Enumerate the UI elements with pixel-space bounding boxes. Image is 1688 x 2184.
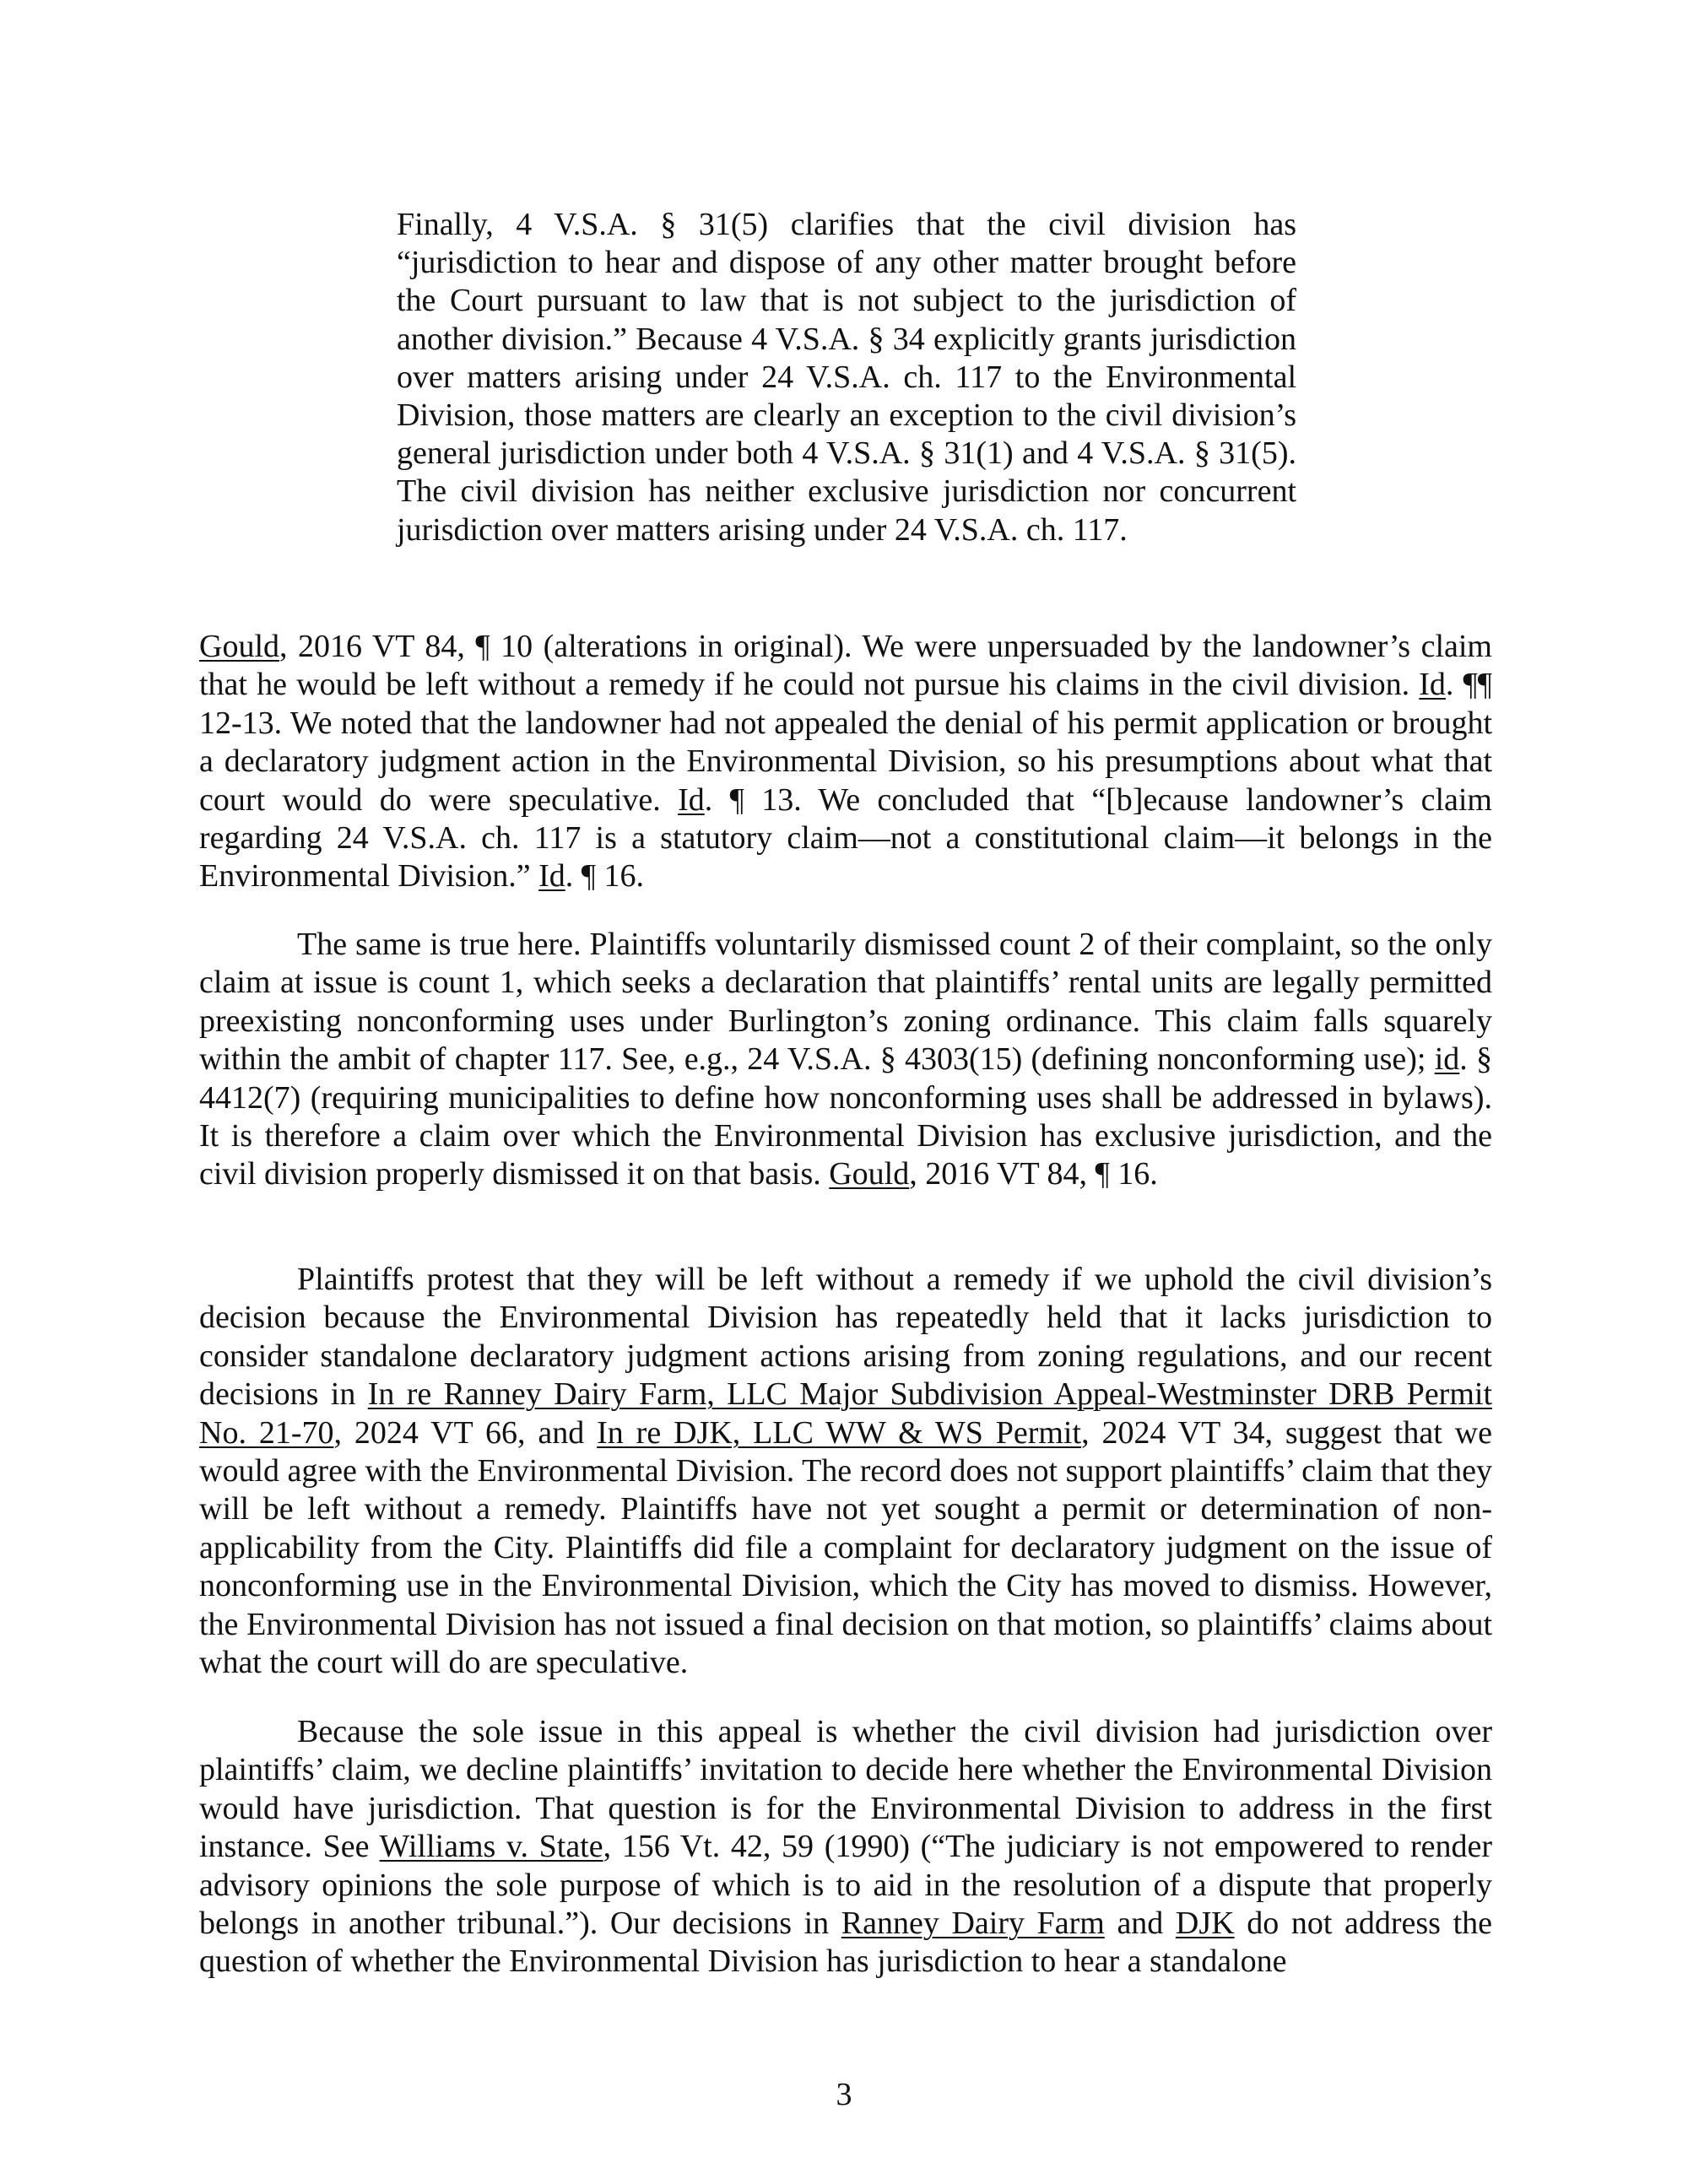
- page-number: 3: [836, 2077, 852, 2112]
- paragraph-plaintiffs-protest: [199, 1261, 1492, 1682]
- case-citation-williams: Williams v. State: [379, 1829, 603, 1865]
- paragraph-sole-issue: [199, 1713, 1492, 1981]
- paragraph-text: . ¶¶ 12-13. We noted that the landowner had not appealed the denial of his permit application or brought a declaratory judgment action in the Environmental Division, so his presumptions about what that court would do were speculative.: [199, 667, 1492, 818]
- paragraph-text: Plaintiffs protest that they will be left without a remedy if we uphold the civil division’s decision because the Environmental Division has repeatedly held that it lacks jurisdiction to consider standalone declaratory judgment actions arising from zoning regulations, and our recent decisions in: [199, 1262, 1492, 1413]
- case-citation-djk-short: DJK: [1175, 1906, 1235, 1942]
- block-quotation: [397, 206, 1296, 549]
- citation-id: Id: [1419, 667, 1446, 703]
- paragraph-text: and: [1104, 1906, 1176, 1942]
- paragraph-gould-summary: [199, 628, 1492, 896]
- citation-id: Id: [538, 858, 565, 895]
- paragraph-text: . § 4412(7) (requiring municipalities to define how nonconforming uses shall be addressed in bylaws). It is therefore a claim over which the Environmental Division has exclusive jurisdiction, and the civil division properly dismissed it on that basis.: [199, 1041, 1492, 1192]
- paragraph-text: . ¶ 13. We concluded that “[b]ecause landowner’s claim regarding 24 V.S.A. ch. 117 is a statutory claim—not a constitutional claim—it belongs in the Environmental Division.”: [199, 781, 1492, 895]
- paragraph-text: . ¶ 16.: [565, 858, 644, 895]
- paragraph-text: , 2024 VT 66, and: [333, 1414, 598, 1451]
- paragraph-text: do not address the question of whether the Environmental Division has jurisdiction to hear a standalone: [199, 1906, 1492, 1980]
- citation-id: id: [1434, 1041, 1460, 1078]
- citation-id: Id: [678, 781, 705, 818]
- paragraph-text: Because the sole issue in this appeal is whether the civil division had jurisdiction over plaintiffs’ claim, we decline plaintiffs’ invitation to decide here whether the Environmental Division would have jurisdiction. That question is for the Environmental Division to address in the first instance. See: [199, 1714, 1492, 1865]
- paragraph-same-is-true: [199, 926, 1492, 1194]
- paragraph-text: , 156 Vt. 42, 59 (1990) (“The judiciary is not empowered to render advisory opinions the sole purpose of which is to aid in the resolution of a dispute that properly belongs in another tribunal.”). Our decisions in: [199, 1829, 1492, 1942]
- block-quotation-text: Finally, 4 V.S.A. § 31(5) clarifies that the civil division has “jurisdiction to hear and dispose of any other matter brought before the Court pursuant to law that is not subject to the jurisdiction of another division.” Because 4 V.S.A. § 34 explicitly grants jurisdiction over matters arising under 24 V.S.A. ch. 117 to the Environmental Division, those matters are clearly an exception to the civil division’s general jurisdiction under both 4 V.S.A. § 31(1) and 4 V.S.A. § 31(5). The civil division has neither exclusive jurisdiction nor concurrent jurisdiction over matters arising under 24 V.S.A. ch. 117.: [397, 207, 1296, 548]
- case-citation-ranney-short: Ranney Dairy Farm: [841, 1906, 1105, 1942]
- case-citation-djk: In re DJK, LLC WW & WS Permit: [597, 1414, 1082, 1451]
- paragraph-text: , 2024 VT 34, suggest that we would agree with the Environmental Division. The record does not support plaintiffs’ claim that they will be left without a remedy. Plaintiffs have not yet sought a permit or determination of non-applicability from the City. Plaintiffs did file a complaint for declaratory judgment on the issue of nonconforming use in the Environmental Division, which the City has moved to dismiss. However, the Environmental Division has not issued a final decision on that motion, so plaintiffs’ claims about what the court will do are speculative.: [199, 1414, 1492, 1681]
- case-citation-gould: Gould: [829, 1156, 910, 1192]
- paragraph-text: , 2016 VT 84, ¶ 16.: [909, 1156, 1158, 1192]
- case-citation-ranney: In re Ranney Dairy Farm, LLC Major Subdivision Appeal-Westminster DRB Permit No. 21-70: [199, 1376, 1493, 1451]
- paragraph-text: The same is true here. Plaintiffs voluntarily dismissed count 2 of their complaint, so the only claim at issue is count 1, which seeks a declaration that plaintiffs’ rental units are legally permitted preexisting nonconforming uses under Burlington’s zoning ordinance. This claim falls squarely within the ambit of chapter 117. See, e.g., 24 V.S.A. § 4303(15) (defining nonconforming use);: [199, 927, 1492, 1078]
- paragraph-text: , 2016 VT 84, ¶ 10 (alterations in original). We were unpersuaded by the landowner’s claim that he would be left without a remedy if he could not pursue his claims in the civil division.: [199, 629, 1492, 703]
- case-citation-gould: Gould: [199, 629, 279, 664]
